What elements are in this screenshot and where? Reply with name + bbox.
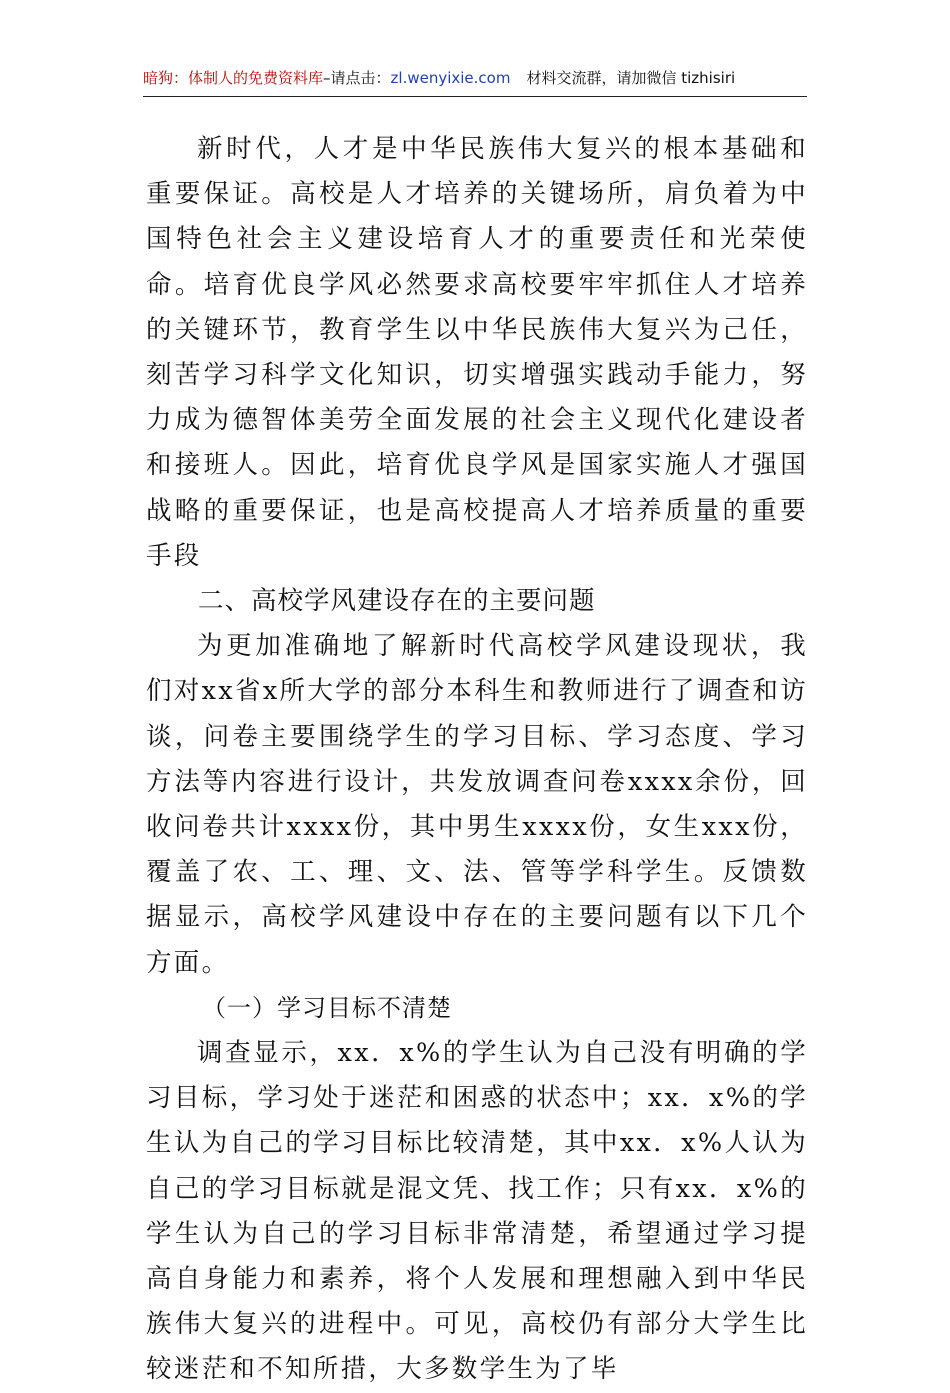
subsection-heading: （一）学习目标不清楚 <box>202 993 452 1022</box>
paragraph-intro: 新时代，人才是中华民族伟大复兴的根本基础和重要保证。高校是人才培养的关键场所，肩负着为中国特色社会主义建设培育人才的重要责任和光荣使命。培育优良学风必然要求高校要牢牢抓住人才培养的关键环节，教育学生以中华民族伟大复兴为己任，刻苦学习科学文化知识，切实增强实践动手能力，努力成为德智体美劳全面发展的社会主义现代化建设者和接班人。因此，培育优良学风是国家实施人才强国战略的重要保证，也是高校提高人才培养质量的重要手段 <box>146 134 808 571</box>
paragraph-survey: 为更加准确地了解新时代高校学风建设现状，我们对xx省x所大学的部分本科生和教师进行了调查和访谈，问卷主要围绕学生的学习目标、学习态度、学习方法等内容进行设计，共发放调查问卷xxxx余份，回收问卷共计xxxx份，其中男生xxxx份，女生xxx份，覆盖了农、工、理、文、法、管等学科学生。反馈数据显示，高校学风建设中存在的主要问题有以下几个方面。 <box>146 631 808 978</box>
header-group-note: 材料交流群，请加微信 tizhisiri <box>526 69 736 87</box>
header-click-prompt: –请点击： <box>323 69 391 87</box>
document-body <box>146 127 808 1393</box>
paragraph-findings: 调查显示，xx．x%的学生认为自己没有明确的学习目标，学习处于迷茫和困惑的状态中；xx．x%的学生认为自己的学习目标比较清楚，其中xx．x%人认为自己的学习目标就是混文凭、找工作；只有xx．x%的学生认为自己的学习目标非常清楚，希望通过学习提高自身能力和素养，将个人发展和理想融入到中华民族伟大复兴的进程中。可见，高校仍有部分大学生比较迷茫和不知所措，大多数学生为了毕 <box>146 1038 808 1385</box>
section-heading: 二、高校学风建设存在的主要问题 <box>198 586 596 617</box>
header-site-label: 暗狗：体制人的免费资料库 <box>143 69 324 87</box>
page-header <box>143 66 807 97</box>
header-url-link[interactable]: zl.wenyixie.com <box>390 69 511 87</box>
